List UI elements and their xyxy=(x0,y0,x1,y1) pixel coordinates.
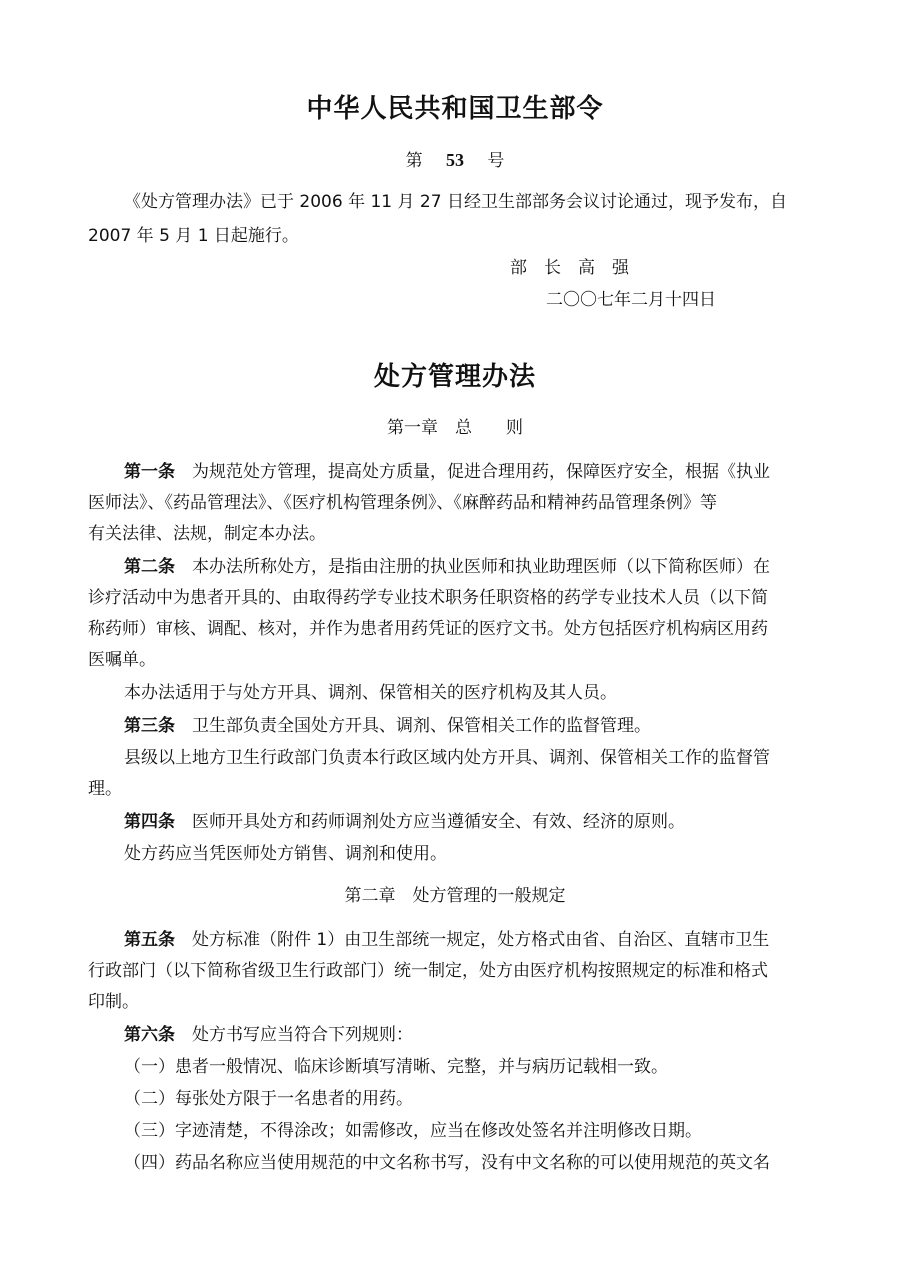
article-3-paragraph-2-line-1: 县级以上地方卫生行政部门负责本行政区域内处方开具、调剂、保管相关工作的监督管 xyxy=(124,748,770,768)
article-1-line-3: 有关法律、法规，制定本办法。 xyxy=(88,524,326,544)
article-2-line-2: 诊疗活动中为患者开具的、由取得药学专业技术职务任职资格的药学专业技术人员（以下简 xyxy=(88,588,768,608)
article-4-line-1: 第四条 医师开具处方和药师调剂处方应当遵循安全、有效、经济的原则。 xyxy=(124,812,685,832)
decree-intro-line-1: 《处方管理办法》已于 2006 年 11 月 27 日经卫生部部务会议讨论通过，现予发布，自 xyxy=(124,192,787,212)
article-6-rule-4: （四）药品名称应当使用规范的中文名称书写，没有中文名称的可以使用规范的英文名 xyxy=(124,1153,770,1173)
decree-intro-line-2: 2007 年 5 月 1 日起施行。 xyxy=(88,226,299,246)
article-4-paragraph-2: 处方药应当凭医师处方销售、调剂和使用。 xyxy=(124,844,447,864)
chapter-1-heading: 第一章 总 则 xyxy=(387,418,523,438)
decree-number: 53 xyxy=(446,150,464,170)
decree-title: 中华人民共和国卫生部令 xyxy=(306,94,604,124)
article-6-label: 第六条 xyxy=(124,1025,175,1045)
decree-signer: 部 长 高 强 xyxy=(510,258,629,278)
decree-number-prefix: 第 xyxy=(405,151,423,171)
article-2-line-4: 医嘱单。 xyxy=(88,650,156,670)
article-6-line-1: 第六条 处方书写应当符合下列规则： xyxy=(124,1025,413,1045)
article-3-label: 第三条 xyxy=(124,716,175,736)
decree-number-suffix: 号 xyxy=(487,151,505,171)
chapter-2-heading: 第二章 处方管理的一般规定 xyxy=(344,886,566,906)
article-5-line-1: 第五条 处方标准（附件 1）由卫生部统一规定，处方格式由省、自治区、直辖市卫生 xyxy=(124,930,770,950)
article-6-rule-1: （一）患者一般情况、临床诊断填写清晰、完整，并与病历记载相一致。 xyxy=(124,1057,668,1077)
article-2-paragraph-2: 本办法适用于与处方开具、调剂、保管相关的医疗机构及其人员。 xyxy=(124,683,617,703)
article-3-paragraph-2-line-2: 理。 xyxy=(88,779,122,799)
decree-date: 二〇〇七年二月十四日 xyxy=(546,290,716,310)
article-4-label: 第四条 xyxy=(124,812,175,832)
article-1-line-2: 医师法》、《药品管理法》、《医疗机构管理条例》、《麻醉药品和精神药品管理条例》等 xyxy=(88,493,717,513)
article-5-line-3: 印制。 xyxy=(88,992,139,1012)
article-2-line-1: 第二条 本办法所称处方，是指由注册的执业医师和执业助理医师（以下简称医师）在 xyxy=(124,557,770,577)
regulation-title: 处方管理办法 xyxy=(373,362,536,392)
decree-number-line xyxy=(0,148,910,173)
article-6-rule-3: （三）字迹清楚，不得涂改；如需修改，应当在修改处签名并注明修改日期。 xyxy=(124,1121,702,1141)
article-1-line-1: 第一条 为规范处方管理，提高处方质量，促进合理用药，保障医疗安全，根据《执业 xyxy=(124,462,770,482)
article-5-label: 第五条 xyxy=(124,930,175,950)
article-5-line-2: 行政部门（以下简称省级卫生行政部门）统一制定，处方由医疗机构按照规定的标准和格式 xyxy=(88,961,768,981)
article-1-label: 第一条 xyxy=(124,462,175,482)
article-6-rule-2: （二）每张处方限于一名患者的用药。 xyxy=(124,1089,413,1109)
article-2-line-3: 称药师）审核、调配、核对，并作为患者用药凭证的医疗文书。处方包括医疗机构病区用药 xyxy=(88,619,768,639)
article-2-label: 第二条 xyxy=(124,557,175,577)
article-3-line-1: 第三条 卫生部负责全国处方开具、调剂、保管相关工作的监督管理。 xyxy=(124,716,651,736)
